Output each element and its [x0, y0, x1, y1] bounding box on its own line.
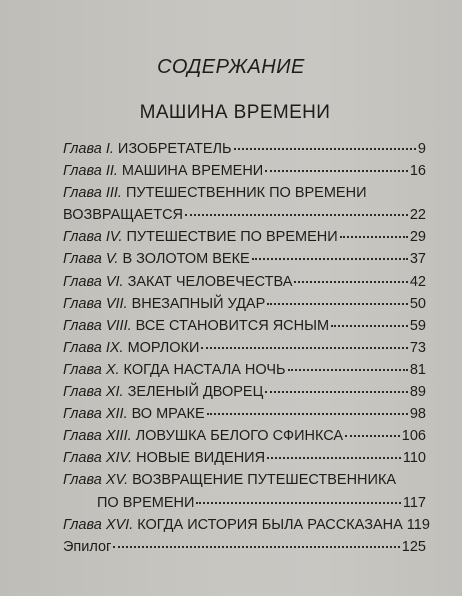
page-number: 119	[406, 516, 430, 533]
chapter-number: Глава VII.	[63, 295, 128, 312]
dot-leader	[234, 148, 416, 150]
page-number: 73	[409, 339, 426, 356]
chapter-title: ВСЕ СТАНОВИТСЯ ЯСНЫМ	[135, 317, 330, 334]
chapter-title: МАШИНА ВРЕМЕНИ	[121, 163, 264, 180]
chapter-number: Глава I.	[63, 141, 114, 157]
chapter-title: ИЗОБРЕТАТЕЛЬ	[117, 141, 232, 157]
chapter-number: Глава IV.	[63, 229, 123, 246]
chapter-number: Глава XI.	[63, 384, 124, 401]
chapter-number: Глава VI.	[63, 273, 124, 290]
chapter-title: ПУТЕШЕСТВЕННИК ПО ВРЕМЕНИ	[125, 185, 367, 202]
toc-entry	[63, 248, 426, 270]
chapter-number: Глава XVI.	[63, 516, 134, 533]
dot-leader	[265, 170, 408, 172]
dot-leader	[113, 546, 399, 548]
page-number: 50	[409, 295, 426, 312]
chapter-number: Глава VIII.	[63, 317, 132, 334]
page-number: 16	[409, 163, 426, 180]
chapter-title: ВНЕЗАПНЫЙ УДАР	[131, 295, 266, 312]
page-number: 37	[409, 251, 426, 268]
chapter-title: ЗАКАТ ЧЕЛОВЕЧЕСТВА	[127, 273, 293, 290]
dot-leader	[185, 214, 408, 216]
chapter-title: НОВЫЕ ВИДЕНИЯ	[136, 450, 266, 467]
toc-entry	[63, 514, 430, 536]
dot-leader	[201, 347, 407, 349]
page-number: 59	[409, 317, 426, 334]
toc-entry	[63, 315, 426, 337]
chapter-title: ВО МРАКЕ	[131, 406, 205, 423]
chapter-number: Глава XIV.	[63, 450, 133, 467]
page-number: 125	[401, 538, 426, 555]
dot-leader	[340, 236, 408, 238]
chapter-title: ПУТЕШЕСТВИЕ ПО ВРЕМЕНИ	[126, 229, 338, 246]
page-number: 22	[409, 207, 426, 224]
page-number: 89	[409, 384, 426, 401]
chapter-title: ВОЗВРАЩЕНИЕ ПУТЕШЕСТВЕННИКА	[132, 472, 397, 489]
toc-entry	[63, 160, 426, 182]
dot-leader	[267, 303, 408, 305]
chapter-title: В ЗОЛОТОМ ВЕКЕ	[122, 251, 250, 268]
chapter-number: Глава XV.	[63, 472, 129, 489]
toc-entry	[63, 182, 426, 204]
toc-entry	[63, 381, 426, 403]
toc-entry	[63, 337, 426, 359]
dot-leader	[265, 391, 408, 393]
page-number: 42	[409, 273, 426, 290]
dot-leader	[207, 413, 408, 415]
dot-leader	[345, 435, 400, 437]
toc-entry	[63, 359, 426, 381]
dot-leader	[294, 281, 407, 283]
toc-entry	[63, 271, 426, 293]
chapter-title: КОГДА НАСТАЛА НОЧЬ	[123, 361, 286, 378]
dot-leader	[196, 502, 400, 504]
chapter-title-continued: ПО ВРЕМЕНИ	[97, 494, 195, 511]
toc-entry	[63, 447, 426, 469]
chapter-number: Глава IX.	[63, 339, 124, 356]
dot-leader	[288, 369, 408, 371]
page-number: 117	[402, 494, 426, 511]
toc-entry-continuation	[63, 204, 426, 226]
chapter-number: Глава III.	[63, 185, 122, 202]
toc-entry-continuation	[63, 492, 426, 514]
dot-leader	[331, 325, 408, 327]
toc-entry	[63, 403, 426, 425]
page-number: 29	[409, 229, 426, 246]
chapter-title: МОРЛОКИ	[127, 339, 200, 356]
page-number: 106	[401, 428, 426, 445]
page-number: 110	[402, 450, 426, 467]
chapter-title: ЗЕЛЕНЫЙ ДВОРЕЦ	[127, 384, 264, 401]
book-title: МАШИНА ВРЕМЕНИ	[139, 102, 331, 123]
chapter-title: КОГДА ИСТОРИЯ БЫЛА РАССКАЗАНА	[137, 516, 403, 533]
chapter-number: Глава X.	[63, 361, 120, 378]
chapter-number: Глава V.	[63, 251, 119, 268]
chapter-title: ЛОВУШКА БЕЛОГО СФИНКСА	[135, 428, 344, 445]
dot-leader	[267, 457, 401, 459]
toc-entry	[63, 425, 426, 447]
toc-entry	[63, 138, 426, 160]
table-of-contents	[63, 138, 430, 558]
toc-entry-epilogue	[63, 536, 426, 558]
toc-entry	[63, 469, 426, 491]
epilogue-title: Эпилог	[63, 538, 112, 555]
chapter-title-continued: ВОЗВРАЩАЕТСЯ	[63, 207, 184, 224]
chapter-number: Глава XII.	[63, 406, 128, 423]
chapter-number: Глава II.	[63, 163, 118, 180]
page-number: 98	[409, 406, 426, 423]
contents-heading: СОДЕРЖАНИЕ	[157, 56, 305, 78]
toc-entry	[63, 293, 426, 315]
toc-entry	[63, 226, 426, 248]
page-number: 9	[417, 141, 426, 157]
dot-leader	[252, 258, 408, 260]
chapter-number: Глава XIII.	[63, 428, 132, 445]
page-number: 81	[409, 361, 426, 378]
